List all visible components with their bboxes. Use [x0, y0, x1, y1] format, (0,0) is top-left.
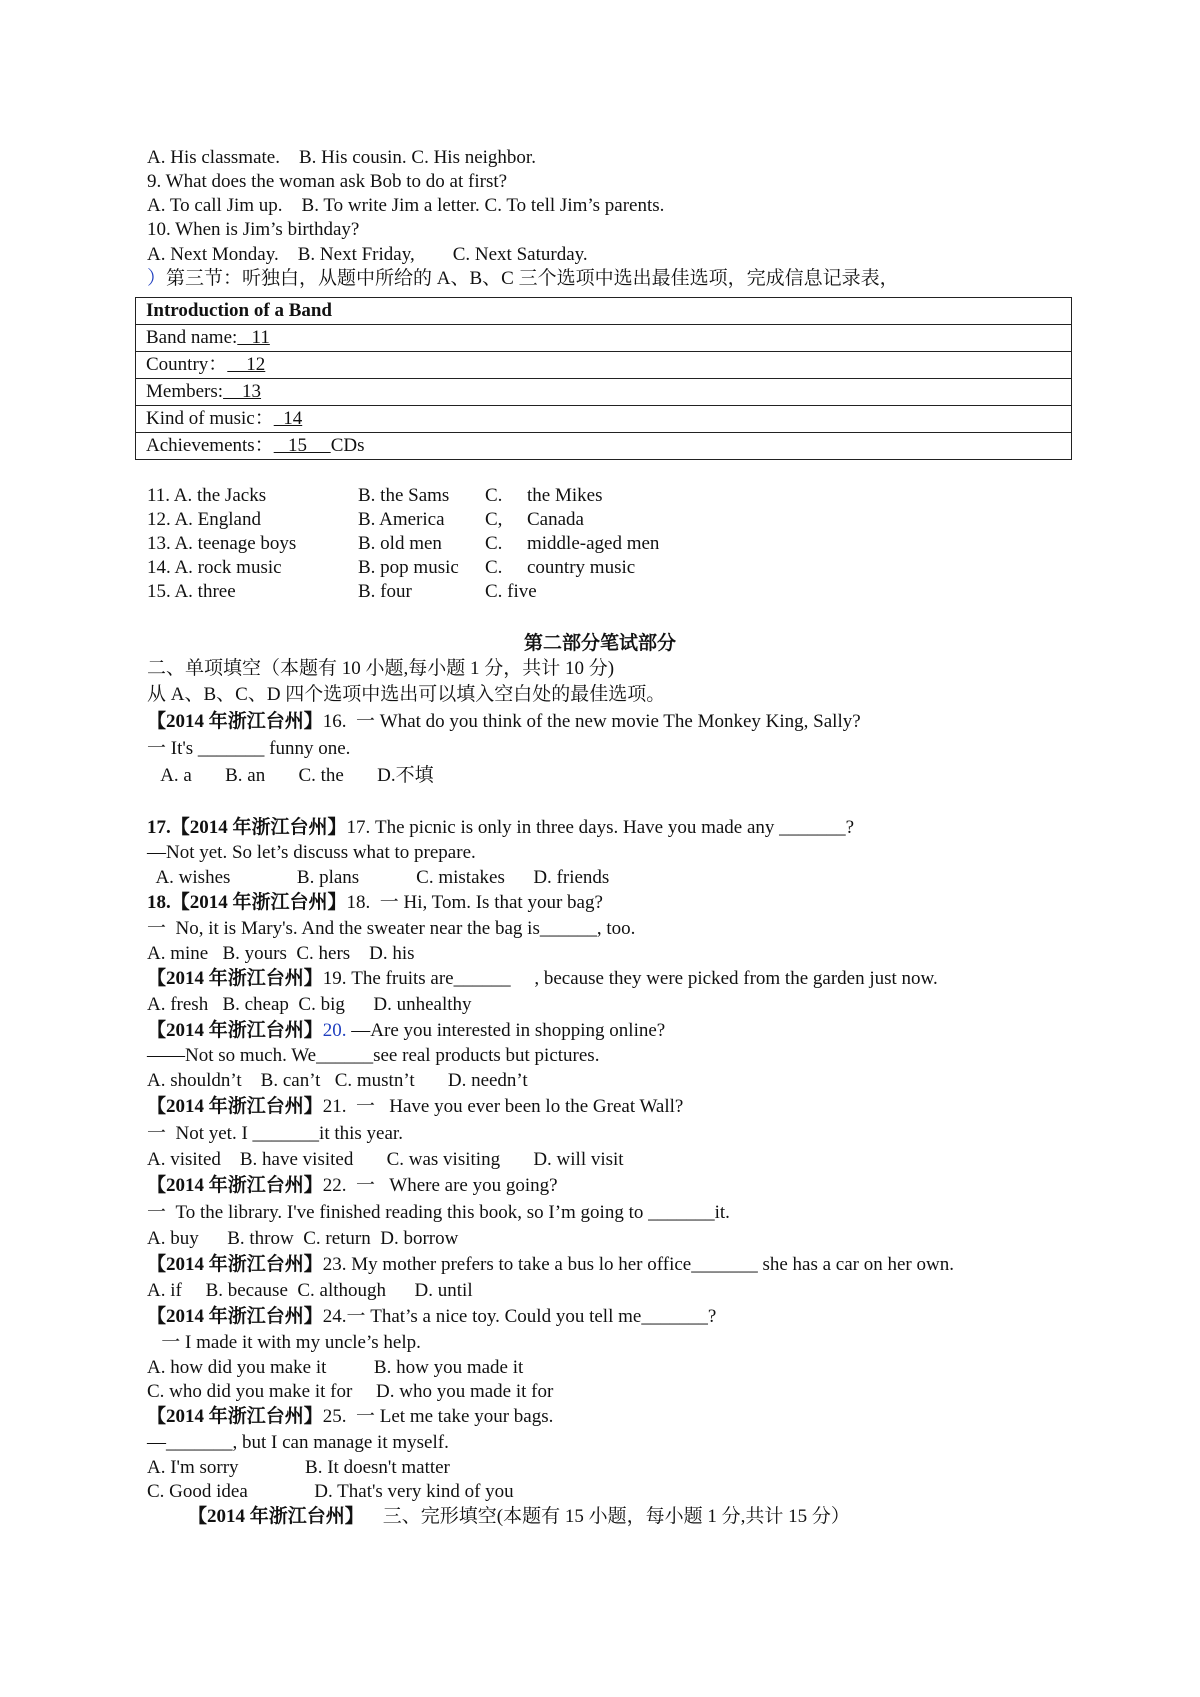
source-tag: 【2014 年浙江台州】 — [147, 1406, 323, 1427]
q18-reply: 一 No, it is Mary's. And the sweater near the bag is______, too. — [147, 918, 636, 939]
source-tag: 【2014 年浙江台州】 — [188, 1506, 364, 1527]
q11-option-c: the Mikes — [527, 485, 603, 506]
q20-options: A. shouldn’t B. can’t C. mustn’t D. needn’t — [147, 1070, 528, 1091]
q9-question: 9. What does the woman ask Bob to do at first? — [147, 171, 508, 192]
q17-number: 17. — [147, 817, 171, 838]
q14-option-c: country music — [527, 557, 636, 578]
table-row — [136, 298, 1072, 325]
source-tag: 【2014 年浙江台州】 — [147, 1020, 323, 1041]
source-tag: 【2014 年浙江台州】 — [147, 1254, 323, 1275]
q12-option-c-letter: C, — [485, 509, 503, 530]
q14-option-a: 14. A. rock music — [147, 557, 282, 578]
q25-reply: —_______, but I can manage it myself. — [147, 1432, 449, 1453]
table-row — [136, 379, 1072, 406]
table-row — [136, 352, 1072, 379]
q13-option-a: 13. A. teenage boys — [147, 533, 297, 554]
source-tag: 【2014 年浙江台州】 — [147, 711, 323, 732]
q15-option-b: B. four — [358, 581, 412, 602]
row-suffix: CDs — [330, 435, 365, 456]
q17-question: 17.【2014 年浙江台州】17. The picnic is only in three days. Have you made any _______? — [147, 817, 855, 838]
q20-number: 20. — [322, 1020, 347, 1041]
q25-options-row2: C. Good idea D. That's very kind of you — [147, 1481, 514, 1502]
source-tag: 【2014 年浙江台州】 — [170, 817, 347, 838]
section3-instruction — [147, 267, 899, 291]
q20-question: 【2014 年浙江台州】20. —Are you interested in shopping online? — [147, 1020, 666, 1041]
q16-question: 【2014 年浙江台州】16. 一 What do you think of the new movie The Monkey King, Sally? — [147, 711, 861, 732]
source-tag: 【2014 年浙江台州】 — [147, 1096, 323, 1117]
q17-reply: —Not yet. So let’s discuss what to prepare. — [147, 842, 476, 863]
q11-option-c-letter: C. — [485, 485, 503, 506]
q18-question: 18.【2014 年浙江台州】18. 一 Hi, Tom. Is that your bag? — [147, 892, 603, 913]
row-label: Members: — [146, 381, 224, 402]
q25-options-row1: A. I'm sorry B. It doesn't matter — [147, 1457, 450, 1478]
source-tag: 【2014 年浙江台州】 — [147, 1175, 323, 1196]
q18-number: 18. — [147, 892, 171, 913]
section3-text: 第三节：听独白，从题中所给的 A、B、C 三个选项中选出最佳选项，完成信息记录表， — [166, 268, 899, 289]
q12-option-c: Canada — [527, 509, 584, 530]
q23-options: A. if B. because C. although D. until — [147, 1280, 473, 1301]
part2-instruction: 从 A、B、C、D 四个选项中选出可以填入空白处的最佳选项。 — [147, 684, 666, 705]
q16-options: A. a B. an C. the D.不填 — [147, 765, 434, 786]
q13-option-c: middle-aged men — [527, 533, 660, 554]
q23-question: 【2014 年浙江台州】23. My mother prefers to take a bus lo her office_______ she has a car on her own. — [147, 1254, 954, 1275]
source-tag: 【2014 年浙江台州】 — [147, 968, 323, 989]
source-tag: 【2014 年浙江台州】 — [170, 892, 347, 913]
q18-options: A. mine B. yours C. hers D. his — [147, 943, 415, 964]
part2-section-title: 二、单项填空（本题有 10 小题,每小题 1 分，共计 10 分) — [147, 658, 615, 679]
row-blank: 11 — [237, 327, 270, 348]
row-label: Band name: — [146, 327, 238, 348]
band-info-table — [135, 297, 1072, 460]
q20-reply: ——Not so much. We______see real products but pictures. — [147, 1045, 600, 1066]
q12-option-b: B. America — [358, 509, 445, 530]
q8-options: A. His classmate. B. His cousin. C. His neighbor. — [147, 147, 536, 168]
q24-options-row2: C. who did you make it for D. who you made it for — [147, 1381, 554, 1402]
q13-option-b: B. old men — [358, 533, 442, 554]
q14-option-c-letter: C. — [485, 557, 503, 578]
q17-options: A. wishes B. plans C. mistakes D. friends — [147, 867, 610, 888]
q21-question: 【2014 年浙江台州】21. 一 Have you ever been lo the Great Wall? — [147, 1096, 684, 1117]
q11-option-a: 11. A. the Jacks — [147, 485, 267, 506]
table-row — [136, 325, 1072, 352]
q15-option-c-letter: C. five — [485, 581, 537, 602]
row-label: Achievements： — [146, 435, 274, 456]
q21-options: A. visited B. have visited C. was visiting D. will visit — [147, 1149, 624, 1170]
table-title: Introduction of a Band — [136, 298, 1072, 325]
q19-question: 【2014 年浙江台州】19. The fruits are______ , because they were picked from the garden just now. — [147, 968, 938, 989]
part2-heading: 第二部分笔试部分 — [523, 633, 676, 654]
q15-option-a: 15. A. three — [147, 581, 236, 602]
q10-question: 10. When is Jim’s birthday? — [147, 219, 360, 240]
row-blank: 14 — [273, 408, 303, 429]
section3-mark: ） — [147, 268, 167, 289]
q24-question: 【2014 年浙江台州】24.一 That’s a nice toy. Could you tell me_______? — [147, 1306, 717, 1327]
q10-options: A. Next Monday. B. Next Friday, C. Next Saturday. — [147, 244, 588, 265]
q9-options: A. To call Jim up. B. To write Jim a letter. C. To tell Jim’s parents. — [147, 195, 665, 216]
q22-question: 【2014 年浙江台州】22. 一 Where are you going? — [147, 1175, 558, 1196]
row-blank: 12 — [227, 354, 266, 375]
row-blank: 13 — [223, 381, 262, 402]
q22-reply: 一 To the library. I've finished reading this book, so I’m going to _______it. — [147, 1202, 730, 1223]
row-blank: 15 — [273, 435, 331, 456]
row-label: Kind of music： — [146, 408, 274, 429]
q13-option-c-letter: C. — [485, 533, 503, 554]
q24-reply: 一 I made it with my uncle’s help. — [147, 1332, 421, 1353]
q12-option-a: 12. A. England — [147, 509, 261, 530]
q19-options: A. fresh B. cheap C. big D. unhealthy — [147, 994, 472, 1015]
part3-heading: 【2014 年浙江台州】 三、完形填空(本题有 15 小题，每小题 1 分,共计 15 分） — [188, 1506, 850, 1527]
q21-reply: 一 Not yet. I _______it this year. — [147, 1123, 403, 1144]
q22-options: A. buy B. throw C. return D. borrow — [147, 1228, 459, 1249]
table-row — [136, 406, 1072, 433]
source-tag: 【2014 年浙江台州】 — [147, 1306, 323, 1327]
q14-option-b: B. pop music — [358, 557, 459, 578]
q24-options-row1: A. how did you make it B. how you made it — [147, 1357, 524, 1378]
q16-reply: 一 It's _______ funny one. — [147, 738, 351, 759]
q11-option-b: B. the Sams — [358, 485, 450, 506]
q25-question: 【2014 年浙江台州】25. 一 Let me take your bags. — [147, 1406, 554, 1427]
row-label: Country： — [146, 354, 228, 375]
table-row — [136, 433, 1072, 460]
